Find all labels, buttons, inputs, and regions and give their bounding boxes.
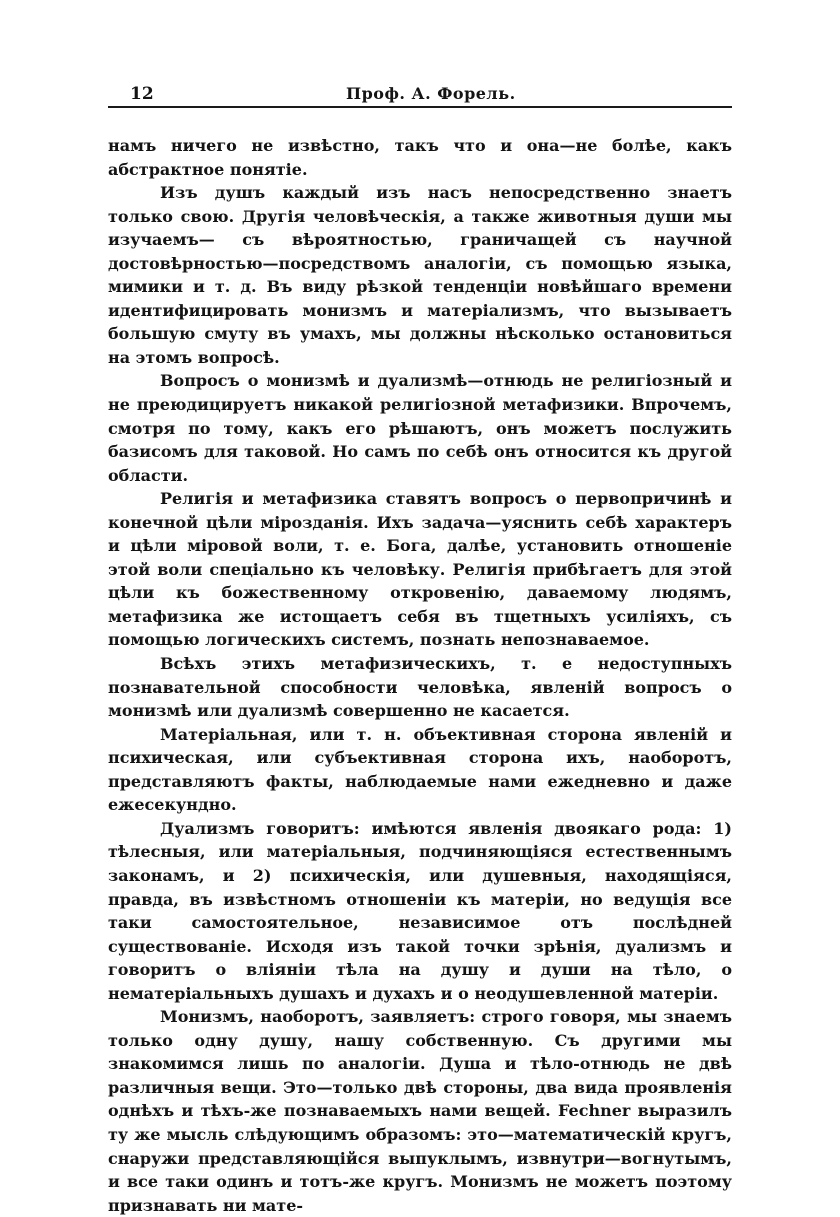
paragraph-6: Матеріальная, или т. н. объективная сторона явленій и психическая, или субъективная сторона ихъ, наоборотъ, представляютъ факты, наблюдаемые нами ежедневно и даже ежесекундно.: [108, 724, 732, 815]
page-body: [108, 134, 732, 1217]
running-head: Проф. А. Форель.: [346, 84, 516, 103]
paragraph-3: Вопросъ о монизмѣ и дуализмѣ—отнюдь не религіозный и не преюдицируетъ никакой религіозной метафизики. Впрочемъ, смотря по тому, какъ его рѣшаютъ, онъ можетъ послужить базисомъ для таковой. Но самъ по себѣ онъ относится къ другой области.: [108, 371, 732, 485]
paragraph-2: Изъ душъ каждый изъ насъ непосредственно знаетъ только свою. Другія человѣческія, а также животныя души мы изучаемъ— съ вѣроятностью, граничащей съ научной достовѣрностью—посредствомъ аналогіи, съ помощью языка, мимики и т. д. Въ виду рѣзкой тенденціи новѣйшаго времени идентифицировать монизмъ и матеріализмъ, что вызываетъ большую смуту въ умахъ, мы должны нѣсколько остановиться на этомъ вопросѣ.: [108, 183, 732, 367]
paragraph-7: Дуализмъ говоритъ: имѣются явленія двоякаго рода: 1) тѣлесныя, или матеріальныя, подчиняющіяся естественнымъ законамъ, и 2) психическія, или душевныя, находящіяся, правда, въ извѣстномъ отношеніи къ матеріи, но ведущія все таки самостоятельное, независимое отъ послѣдней существованіе. Исходя изъ такой точки зрѣнія, дуализмъ и говоритъ о вліяніи тѣла на душу и души на тѣло, о нематеріальныхъ душахъ и духахъ и о неодушевленной матеріи.: [108, 818, 732, 1003]
paragraph-5: Всѣхъ этихъ метафизическихъ, т. е недоступныхъ познавательной способности человѣка, явленій вопросъ о монизмѣ или дуализмѣ совершенно не касается.: [108, 654, 732, 721]
page-header: [108, 78, 732, 108]
book-page: [108, 78, 732, 1217]
paragraph-1: намъ ничего не извѣстно, такъ что и она—не болѣе, какъ абстрактное понятіе.: [108, 136, 732, 179]
page-number: 12: [130, 84, 154, 104]
paragraph-8: Монизмъ, наоборотъ, заявляетъ: строго говоря, мы знаемъ только одну душу, нашу собственную. Съ другими мы знакомимся лишь по аналогіи. Душа и тѣло-отнюдь не двѣ различныя вещи. Это—только двѣ стороны, два вида проявленія однѣхъ и тѣхъ-же познаваемыхъ нами вещей. Fechner выразилъ ту же мысль слѣдующимъ образомъ: это—математическій кругъ, снаружи представляющійся выпуклымъ, извнутри—вогнутымъ, и все таки одинъ и тотъ-же кругъ. Монизмъ не можетъ поэтому признавать ни мате-: [108, 1007, 732, 1215]
paragraph-4: Религія и метафизика ставятъ вопросъ о первопричинѣ и конечной цѣли мірозданія. Ихъ задача—уяснить себѣ характеръ и цѣли міровой воли, т. е. Бога, далѣе, установить отношеніе этой воли спеціально къ человѣку. Религія прибѣгаетъ для этой цѣли къ божественному откровенію, даваемому людямъ, метафизика же истощаетъ себя въ тщетныхъ усиліяхъ, съ помощью логическихъ системъ, познать непознаваемое.: [108, 489, 732, 650]
